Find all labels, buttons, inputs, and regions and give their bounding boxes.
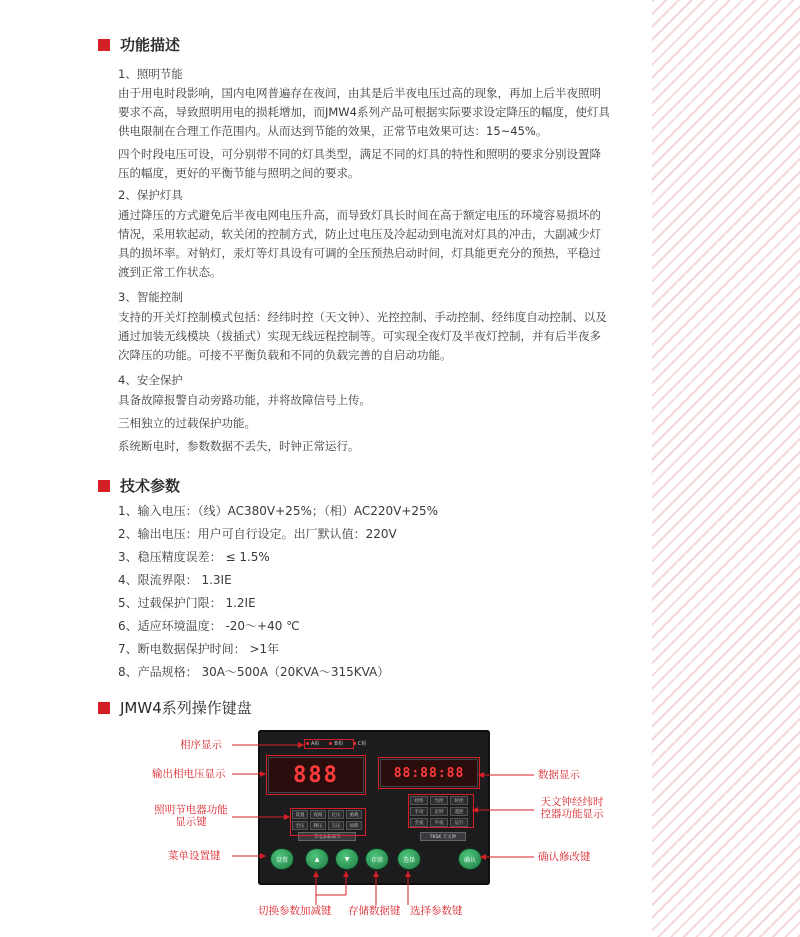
indicator: 光控 [430, 796, 448, 805]
subheading-1: 1、照明节能 [118, 67, 183, 81]
arrowhead [480, 854, 486, 860]
arrowhead [373, 871, 379, 877]
arrowhead [478, 772, 484, 778]
subheading-2: 2、保护灯具 [118, 188, 183, 202]
indicator: 运行 [450, 818, 468, 827]
arrowhead [260, 853, 266, 859]
arrowhead [284, 814, 290, 820]
paragraph: 具备故障报警自动旁路功能，并将故障信号上传。 [118, 393, 371, 407]
spec-item: 4、限流界限： 1.3IE [118, 573, 232, 587]
spec-item: 6、适应环境温度： -20～+40 ℃ [118, 619, 300, 633]
indicator: 故障 [346, 821, 362, 830]
indicator: 遥控 [450, 807, 468, 816]
set-button[interactable]: 设置 [270, 848, 294, 870]
spec-item: 8、产品规格： 30A～500A（20KVA～315KVA） [118, 665, 390, 679]
indicator: 手动 [410, 807, 428, 816]
section-title: 功能描述 [120, 36, 181, 54]
section-title: JMW4系列操作键盘 [120, 699, 252, 717]
indicator: 半夜 [430, 818, 448, 827]
select-button[interactable]: 选择 [397, 848, 421, 870]
callout-astro: 天文钟经纬时控器功能显示 [540, 796, 604, 820]
callout-select: 选择参数键 [410, 905, 463, 917]
voltage-display: 888 [268, 757, 364, 793]
confirm-button[interactable]: 确认 [458, 848, 482, 870]
data-display: 88:88:88 [380, 759, 478, 787]
paragraph: 通过降压的方式避免后半夜电网电压升高，而导致灯具长时间在高于额定电压的环境容易损坏的情况，采用软起动，软关闭的控制方式，防止过电压及冷起动到电流对灯具的冲击，大副减少灯具的损坏率。对钠灯，汞灯等灯具设有可调的全压预热启动时间，灯具能更充分的预热，平稳过渡到正常工作状态。 [118, 208, 601, 279]
indicator: 欠压 [328, 821, 344, 830]
arrowhead [472, 807, 478, 813]
spec-item: 3、稳压精度误差： ≤ 1.5% [118, 550, 270, 564]
phase-a-indicator: A相 [306, 740, 319, 747]
paragraph: 由于用电时段影响，国内电网普遍存在夜间，由其是后半夜电压过高的现象，再加上后半夜照明要求不高，导致照明用电的损耗增加，而JMW4系列产品可根据实际要求设定降压的幅度，使灯具供电限制在合理工作范围内。从而达到节能的效果，正常节电效果可达：15~45%。 [118, 86, 610, 138]
indicator: 夜间 [310, 810, 326, 819]
indicator: 定时 [430, 807, 448, 816]
phase-c-indicator: C相 [353, 740, 367, 747]
subheading-3: 3、智能控制 [118, 290, 183, 304]
callout-data: 数据显示 [538, 769, 580, 781]
callout-menu: 菜单设置键 [168, 850, 221, 862]
indicator: 全夜 [410, 818, 428, 827]
indicator: 时控 [450, 796, 468, 805]
arrowhead [260, 771, 266, 777]
callout-phase: 相序显示 [180, 739, 222, 751]
callout-store: 存储数据键 [348, 905, 401, 917]
down-button[interactable]: ▼ [335, 848, 359, 870]
arrowhead [405, 871, 411, 877]
section-title: 技术参数 [120, 477, 181, 495]
phase-b-indicator: B相 [329, 740, 342, 747]
paragraph: 支持的开关灯控制模式包括：经纬时控（天文钟）、光控控制、手动控制、经纬度自动控制、以及通过加装无线模块（拔插式）实现无线远程控制等。可实现全夜灯及半夜灯控制，并有后半夜多次降压的功能。可接不平衡负载和不同的负载完善的自启动功能。 [118, 310, 607, 362]
indicator: 重载 [346, 810, 362, 819]
indicator: 设置 [292, 810, 308, 819]
arrowhead [298, 742, 304, 748]
paragraph: 四个时段电压可设，可分别带不同的灯具类型，满足不同的灯具的特性和照明的要求分别设置降压的幅度，更好的平衡节能与照明之间的要求。 [118, 147, 601, 180]
indicator: 降压 [310, 821, 326, 830]
callout-switch: 切换参数加减键 [258, 905, 332, 917]
paragraph: 三相独立的过载保护功能。 [118, 416, 256, 430]
paragraph: 系统断电时，参数数据不丢失，时钟正常运行。 [118, 439, 360, 453]
spec-item: 2、输出电压：用户可自行设定。出厂默认值：220V [118, 527, 397, 541]
spec-item: 1、输入电压：（线）AC380V+25%；（相）AC220V+25% [118, 504, 439, 518]
callout-energy: 照明节电器功能显示键 [154, 804, 228, 828]
spec-item: 7、断电数据保护时间： >1年 [118, 642, 280, 656]
indicator: 全压 [292, 821, 308, 830]
spec-item: 5、过载保护门限： 1.2IE [118, 596, 256, 610]
store-button[interactable]: 存储 [365, 848, 389, 870]
callout-voltage: 输出相电压显示 [152, 768, 226, 780]
up-button[interactable]: ▲ [305, 848, 329, 870]
subheading-4: 4、安全保护 [118, 373, 183, 387]
indicator: 过压 [328, 810, 344, 819]
arrowhead [343, 871, 349, 877]
indicator: 经纬 [410, 796, 428, 805]
arrowhead [313, 871, 319, 877]
callout-confirm: 确认修改键 [538, 851, 591, 863]
astro-clock-bar: TKSK 天文钟 [420, 832, 466, 841]
energy-adjust-bar: 节电参数调节 [298, 832, 356, 841]
